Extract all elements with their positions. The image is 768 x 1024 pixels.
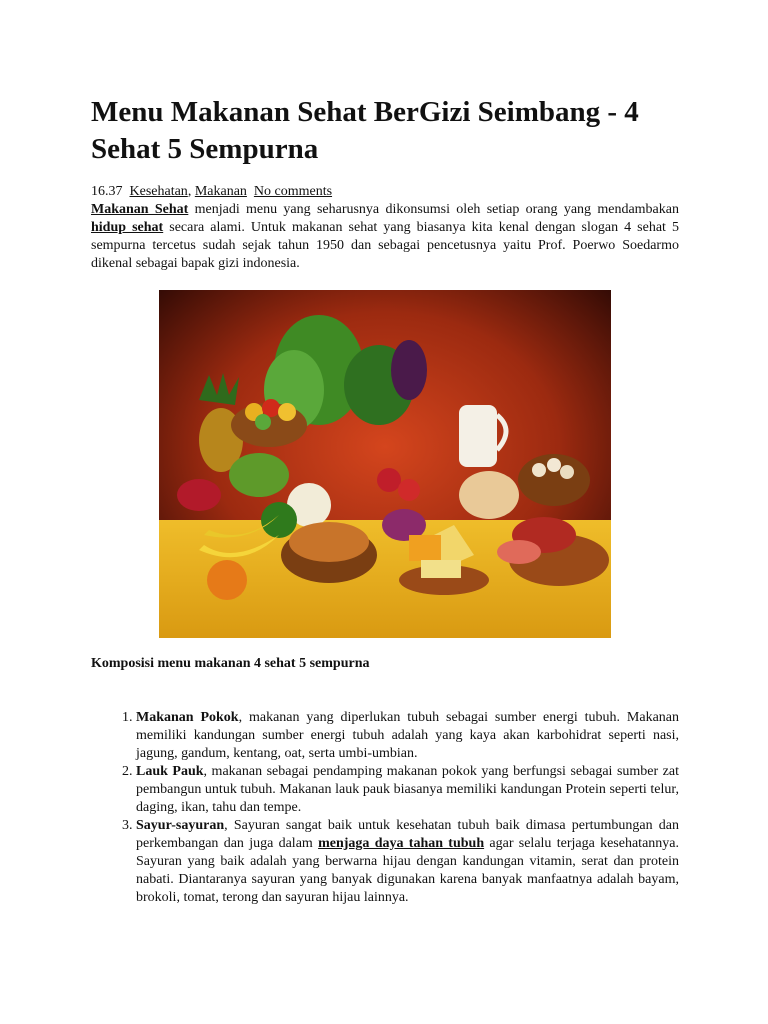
intro-paragraph [91, 201, 679, 273]
list-item-text: , makanan sebagai pendamping makanan pokok yang berfungsi sebagai sumber zat pembangun untuk tubuh. Makanan lauk pauk biasanya memiliki kandungan Protein seperti telur, daging, ikan, tahu dan tempe. [136, 764, 679, 815]
list-item [136, 709, 679, 763]
intro-text-1: menjadi menu yang seharusnya dikonsumsi oleh setiap orang yang mendambakan [188, 202, 679, 217]
category-link-makanan[interactable]: Makanan [194, 184, 247, 199]
link-makanan-sehat[interactable]: Makanan Sehat [91, 202, 189, 217]
post-meta [91, 183, 332, 200]
link-menjaga-daya-tahan-tubuh[interactable]: menjaga daya tahan tubuh [318, 836, 485, 851]
intro-text-2: secara alami. Untuk makanan sehat yang biasanya kita kenal dengan slogan 4 sehat 5 sempurna tercetus sudah sejak tahun 1950 dan sebagai pencetusnya yaitu Prof. Poerwo Soedarmo dikenal sebagai bapak gizi indonesia. [91, 220, 679, 271]
food-illustration [159, 290, 611, 638]
comments-link[interactable]: No comments [253, 184, 333, 199]
food-composition-list [91, 709, 679, 907]
list-item-text: , Sayuran sangat baik untuk kesehatan tubuh baik dimasa pertumbungan dan perkembangan dan juga dalam [136, 818, 679, 851]
section-heading: Komposisi menu makanan 4 sehat 5 sempurna [91, 656, 370, 671]
term-sayur-sayuran: Sayur-sayuran [136, 818, 225, 833]
list-item [136, 763, 679, 817]
category-link-kesehatan[interactable]: Kesehatan [129, 184, 188, 199]
category-separator: , [187, 184, 192, 199]
link-hidup-sehat[interactable]: hidup sehat [91, 220, 164, 235]
list-item [136, 817, 679, 907]
food-photo [159, 290, 611, 638]
list-item-text: agar selalu terjaga kesehatannya. Sayuran yang baik adalah yang berwarna hijau dengan kandungan vitamin, serat dan protein nabati. Diantaranya sayuran yang banyak digunakan karena banyak manfaatnya adalah bayam, brokoli, tomat, terong dan sayuran hijau lainnya. [136, 836, 679, 905]
post-time: 16.37 [91, 184, 123, 199]
article-title: Menu Makanan Sehat BerGizi Seimbang - 4 Sehat 5 Sempurna [91, 96, 639, 165]
term-makanan-pokok: Makanan Pokok [136, 710, 239, 725]
term-lauk-pauk: Lauk Pauk [136, 764, 204, 779]
list-item-text: , makanan yang diperlukan tubuh sebagai sumber energi tubuh. Makanan memiliki kandungan sumber energi tubuh adalah yang kaya akan karbohidrat seperti nasi, jagung, gandum, kentang, oat, serta umbi-umbian. [136, 710, 679, 761]
